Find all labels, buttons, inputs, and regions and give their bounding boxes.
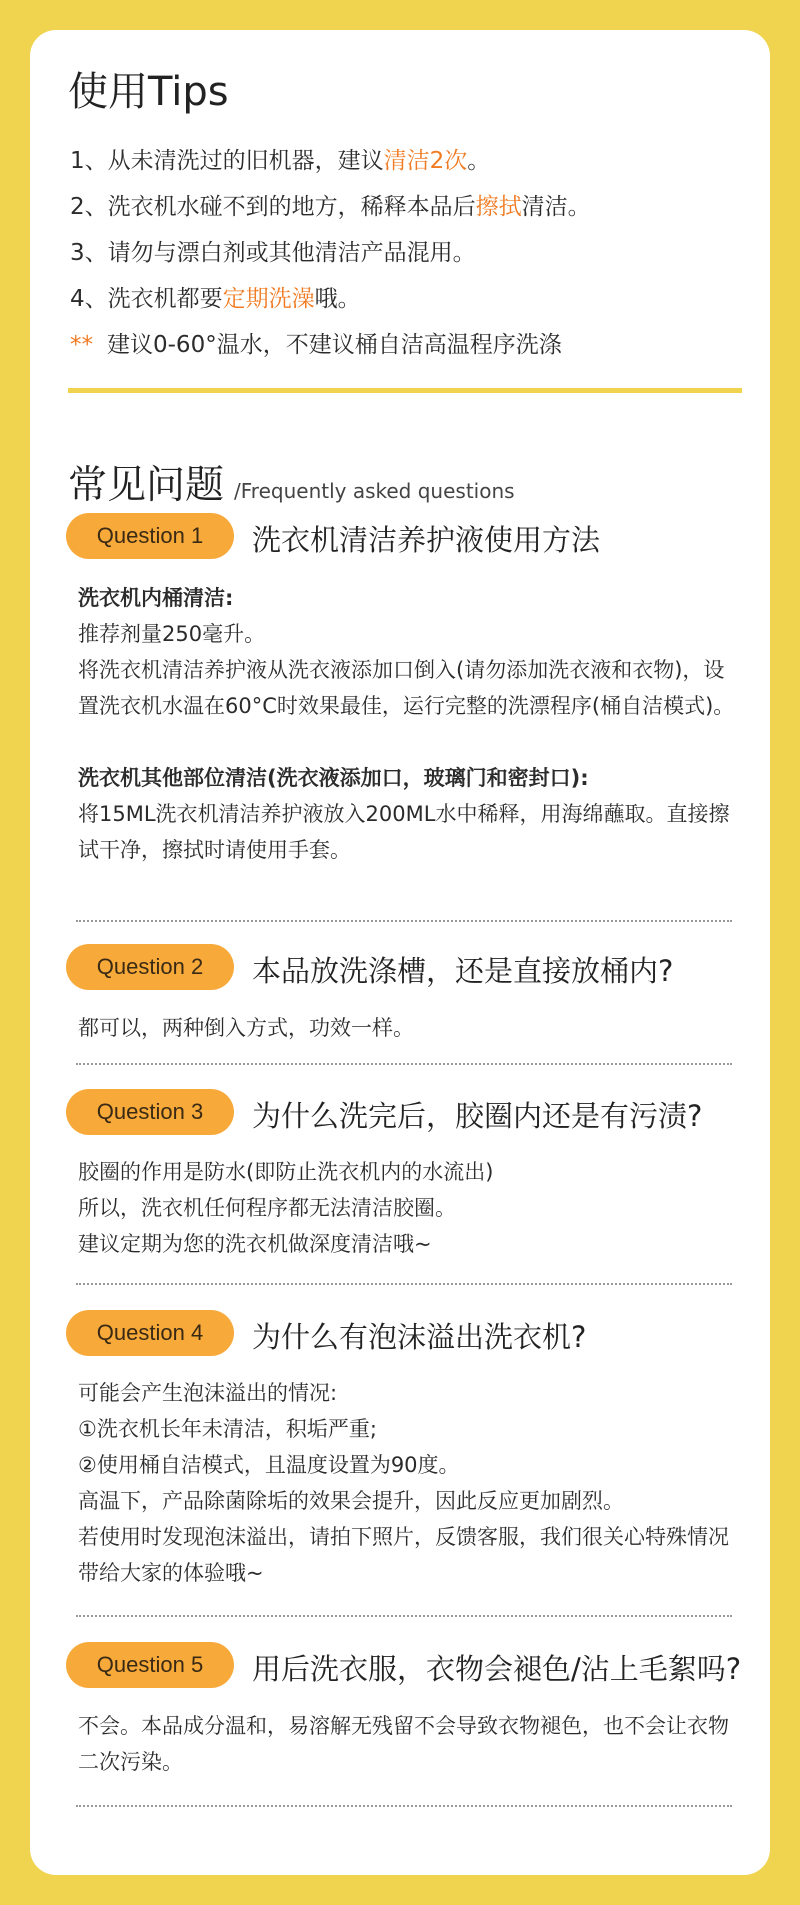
question-badge: Question 2	[66, 944, 234, 990]
answer-text: 可能会产生泡沫溢出的情况: ①洗衣机长年未清洁，积垢严重; ②使用桶自洁模式，且温度设置为90度。 高温下，产品除菌除垢的效果会提升，因此反应更加剧烈。 若使用时发现泡沫溢出，请拍下照片，反馈客服，我们很关心特殊情况带给大家的体验哦~	[78, 1381, 729, 1585]
section-divider	[68, 388, 742, 393]
question-text: 本品放洗涤槽，还是直接放桶内?	[252, 954, 674, 988]
dotted-divider	[76, 1063, 732, 1065]
tip-item: 4、洗衣机都要定期洗澡哦。	[70, 286, 361, 312]
answer-text: 不会。本品成分温和，易溶解无残留不会导致衣物褪色，也不会让衣物二次污染。	[78, 1714, 729, 1774]
dotted-divider	[76, 1283, 732, 1285]
faq-title-cn: 常见问题	[68, 463, 225, 508]
dotted-divider	[76, 1805, 732, 1807]
dotted-divider	[76, 920, 732, 922]
tips-list	[70, 138, 750, 368]
faq-title	[68, 454, 515, 510]
tip-highlight: 清洁2次	[383, 148, 468, 174]
answer-text: 洗衣机内桶清洁: 推荐剂量250毫升。 将洗衣机清洁养护液从洗衣液添加口倒入(请勿添加洗衣液和衣物)，设置洗衣机水温在60°C时效果最佳，运行完整的洗漂程序(桶自洁模式)。 洗衣机其他部位清洁(洗衣液添加口，玻璃门和密封口): 将15ML洗衣机清洁养护液放入200ML水中稀释，用海绵蘸取。直接擦试干净，擦拭时请使用手套。	[78, 586, 735, 862]
tip-item: 1、从未清洗过的旧机器，建议清洁2次。	[70, 148, 491, 174]
content-card	[30, 30, 770, 1875]
question-badge: Question 4	[66, 1310, 234, 1356]
tip-highlight: 擦拭	[475, 194, 522, 220]
faq-title-en: /Frequently asked questions	[234, 479, 515, 503]
question-badge: Question 1	[66, 513, 234, 559]
question-badge: Question 3	[66, 1089, 234, 1135]
asterisk-marker: **	[70, 332, 93, 358]
answer-text: 都可以，两种倒入方式，功效一样。	[78, 1016, 414, 1040]
question-badge: Question 5	[66, 1642, 234, 1688]
tip-item: 2、洗衣机水碰不到的地方，稀释本品后擦拭清洁。	[70, 194, 591, 220]
answer-text: 胶圈的作用是防水(即防止洗衣机内的水流出) 所以，洗衣机任何程序都无法清洁胶圈。 建议定期为您的洗衣机做深度清洁哦~	[78, 1160, 494, 1256]
tip-note: ** 建议0-60°温水，不建议桶自洁高温程序洗涤	[70, 332, 562, 358]
question-text: 用后洗衣服，衣物会褪色/沾上毛絮吗?	[252, 1652, 742, 1686]
tip-item: 3、请勿与漂白剂或其他清洁产品混用。	[70, 240, 476, 266]
tips-title: 使用Tips	[68, 69, 229, 115]
question-text: 洗衣机清洁养护液使用方法	[252, 523, 601, 557]
question-text: 为什么洗完后，胶圈内还是有污渍?	[252, 1099, 703, 1133]
tip-highlight: 定期洗澡	[222, 286, 315, 312]
dotted-divider	[76, 1615, 732, 1617]
question-text: 为什么有泡沫溢出洗衣机?	[252, 1320, 587, 1354]
